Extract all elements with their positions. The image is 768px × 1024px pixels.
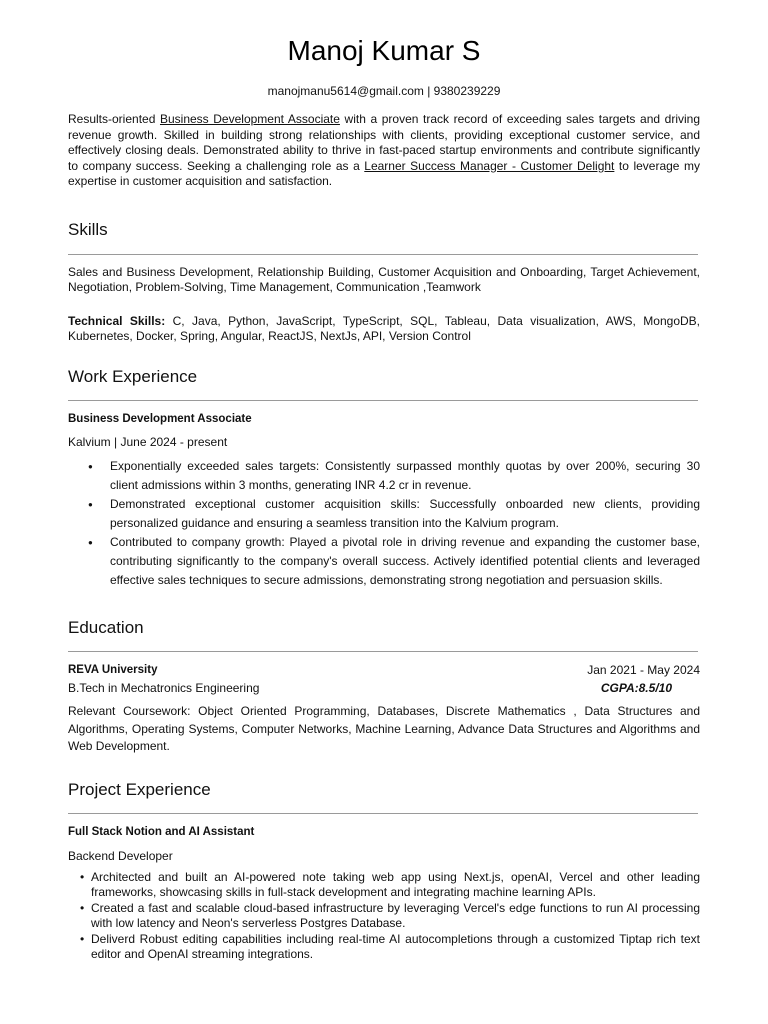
technical-skills-list: C, Java, Python, JavaScript, TypeScript, SQL, Tableau, Data visualization, AWS, MongoDB, Kubernetes, Docker, Spring, Angular, ReactJS, NextJs, API, Version Control: [68, 314, 700, 343]
list-item: • Deliverd Robust editing capabilities including real-time AI autocompletions through a customized Tiptap rich text editor and OpenAI streaming integrations.: [80, 932, 700, 961]
job-role: Business Development Associate: [68, 413, 252, 425]
candidate-name: Manoj Kumar S: [287, 35, 481, 66]
work-divider: [68, 400, 698, 401]
school-name: REVA University: [68, 664, 158, 676]
skills-general: Sales and Business Development, Relationship Building, Customer Acquisition and Onboarding, Target Achievement, Negotiation, Problem-Solving, Time Management, Communication ,Teamwork: [68, 265, 700, 294]
list-item: ● Contributed to company growth: Played a pivotal role in driving revenue and expanding the customer base, contributing significantly to the company's overall success. Actively identified potential clients and leveraged effective sales techniques to secure admissions, demonstrating strong negotiation and persuasion skills.: [88, 533, 700, 590]
education-divider: [68, 651, 698, 652]
cgpa: CGPA:8.5/10: [600, 681, 672, 695]
projects-heading: Project Experience: [68, 780, 211, 799]
summary-text-1: Results-oriented: [68, 112, 160, 126]
skills-heading: Skills: [68, 220, 108, 239]
summary-highlight-target-role: Learner Success Manager - Customer Delight: [364, 158, 615, 173]
project-name: Full Stack Notion and AI Assistant: [68, 826, 255, 838]
work-bullet-list: [88, 457, 700, 590]
summary-text-2: with a proven track record of exceeding sales targets and driving revenue growth. Skilled in building strong relationships with clients, providing exceptional customer service, and effectively closing deals. Demonstrated ability to thrive in fast-paced startup environments and contribute significantly to company success. Seeking a challenging role as a: [68, 112, 700, 173]
summary-text-3: to leverage my expertise in customer acquisition and satisfaction.: [68, 158, 701, 188]
skills-divider: [68, 254, 698, 255]
degree: B.Tech in Mechatronics Engineering: [68, 681, 260, 695]
project-bullet-list: [80, 870, 700, 963]
project-role: Backend Developer: [68, 849, 173, 863]
list-item: ● Exponentially exceeded sales targets: Consistently surpassed monthly quotas by over 200%, securing 30 client admissions within 3 months, generating INR 4.2 cr in revenue.: [88, 457, 700, 495]
list-item: • Created a fast and scalable cloud-based infrastructure by leveraging Vercel's edge functions to run AI processing with low latency and Neon's serverless Postgres Database.: [80, 901, 700, 930]
summary-paragraph: [68, 112, 700, 190]
contact-info: manojmanu5614@gmail.com | 9380239229: [267, 84, 501, 98]
coursework: Relevant Coursework: Object Oriented Programming, Databases, Discrete Mathematics , Data Structures and Algorithms, Operating Systems, Computer Networks, Machine Learning, Advance Data Structures and Algorithms and Web Development.: [68, 704, 700, 753]
education-dates: Jan 2021 - May 2024: [587, 663, 700, 677]
technical-skills: [68, 314, 700, 344]
technical-skills-label: Technical Skills:: [68, 314, 166, 328]
education-heading: Education: [68, 618, 144, 637]
projects-divider: [68, 813, 698, 814]
work-heading: Work Experience: [68, 367, 198, 386]
summary-highlight-role: Business Development Associate: [159, 112, 340, 126]
job-company-date: Kalvium | June 2024 - present: [68, 435, 228, 449]
list-item: • Architected and built an AI-powered note taking web app using Next.js, openAI, Vercel and other leading frameworks, showcasing skills in full-stack development and integrating machine learning APIs.: [80, 870, 700, 899]
list-item: ● Demonstrated exceptional customer acquisition skills: Successfully onboarded new clients, providing personalized guidance and ensuring a seamless transition into the Kalvium program.: [88, 495, 700, 533]
